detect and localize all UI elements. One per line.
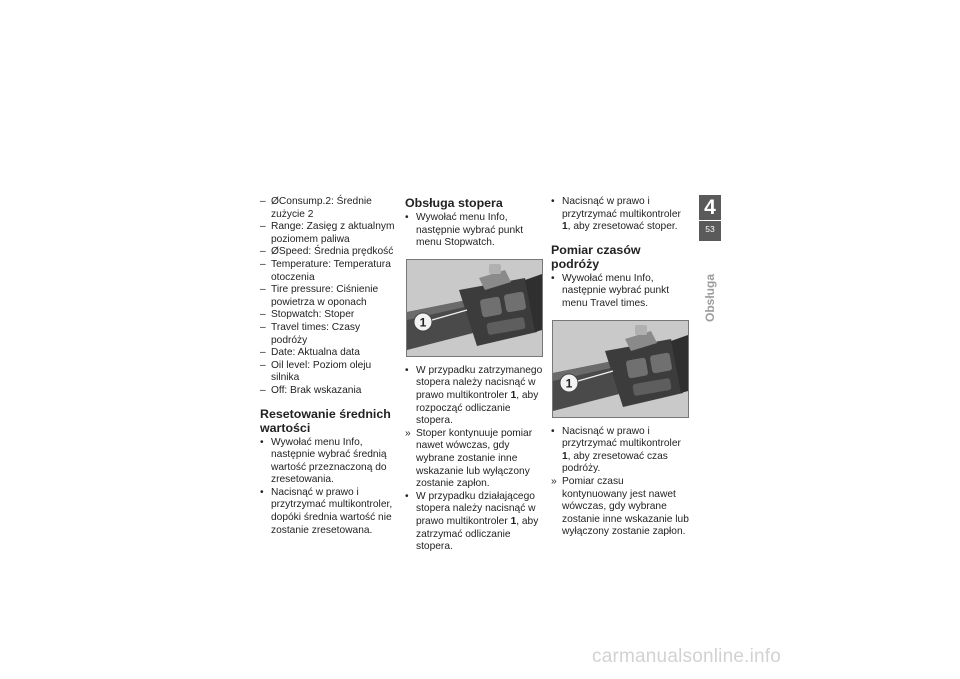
list-item: • Nacisnąć w prawo i przytrzymać multikontroler, dopóki średnia wartość nie zostanie zresetowana. [260,486,393,536]
callout-label: 1 [419,315,427,330]
callout-label: 1 [565,376,573,391]
list-item: – Range: Zasięg z aktualnym poziomem paliwa [260,221,395,245]
list-item: • Wywołać menu Info, następnie wybrać średnią wartość przeznaczoną do zresetowania. [260,436,387,486]
section-heading-reset: Resetowanie średnich wartości [260,406,391,435]
list-item: • Nacisnąć w prawo i przytrzymać multikontroler 1, aby zresetować stoper. [551,196,681,233]
list-item: – Stopwatch: Stoper [260,309,355,321]
handlebar-switch-photo [406,259,543,357]
list-item: • Nacisnąć w prawo i przytrzymać multikontroler 1, aby zresetować czas podróży. [551,425,681,475]
list-item: – ØConsump.2: Średnie zużycie 2 [260,196,372,220]
list-item: – ØSpeed: Średnia prędkość [260,246,394,258]
stopwatch-steps-a [405,212,543,250]
column-1 [260,196,398,537]
column-3 [551,196,689,539]
stopwatch-steps-b [405,365,543,554]
reset-steps [260,437,398,538]
watermark: carmanualsonline.info [592,646,782,667]
list-item: • Wywołać menu Info, następnie wybrać punkt menu Travel times. [551,272,670,309]
list-item: – Temperature: Temperatura otoczenia [260,258,391,283]
list-item: • W przypadku działającego stopera należy nacisnąć w prawo multikontroler 1, aby zatrzymać odliczanie stopera. [405,490,539,553]
list-item: » Pomiar czasu kontynuowany jest nawet wówczas, gdy wybrane zostanie inne wskazanie lub wyłączony zostanie zapłon. [551,475,689,538]
travel-steps-b [551,426,689,539]
stopwatch-reset-steps [551,196,689,234]
list-item: – Oil level: Poziom oleju silnika [260,359,372,384]
list-item: – Travel times: Czasy podróży [260,321,361,346]
page-number: 53 [699,220,721,235]
list-item: • Wywołać menu Info, następnie wybrać punkt menu Stopwatch. [405,212,524,249]
list-item: – Off: Brak wskazania [260,384,362,396]
section-heading-travel-times: Pomiar czasów podróży [551,242,641,271]
chapter-number: 4 [704,196,716,219]
list-item: – Tire pressure: Ciśnienie powietrza w oponach [260,284,379,308]
handlebar-switch-photo [552,320,689,418]
column-2 [405,196,543,554]
chapter-title: Obsługa [703,273,717,322]
chapter-tab [699,195,721,241]
list-item: » Stoper kontynuuje pomiar nawet wówczas, gdy wybrane zostanie inne wskazanie lub wyłączony zostanie zapłon. [405,427,533,490]
section-heading-stopwatch: Obsługa stopera [405,196,503,210]
list-item: – Date: Aktualna data [260,347,360,359]
travel-steps-a [551,273,689,311]
info-menu-list [260,196,398,398]
list-item: • W przypadku zatrzymanego stopera należy nacisnąć w prawo multikontroler 1, aby rozpocząć odliczanie stopera. [405,364,543,427]
